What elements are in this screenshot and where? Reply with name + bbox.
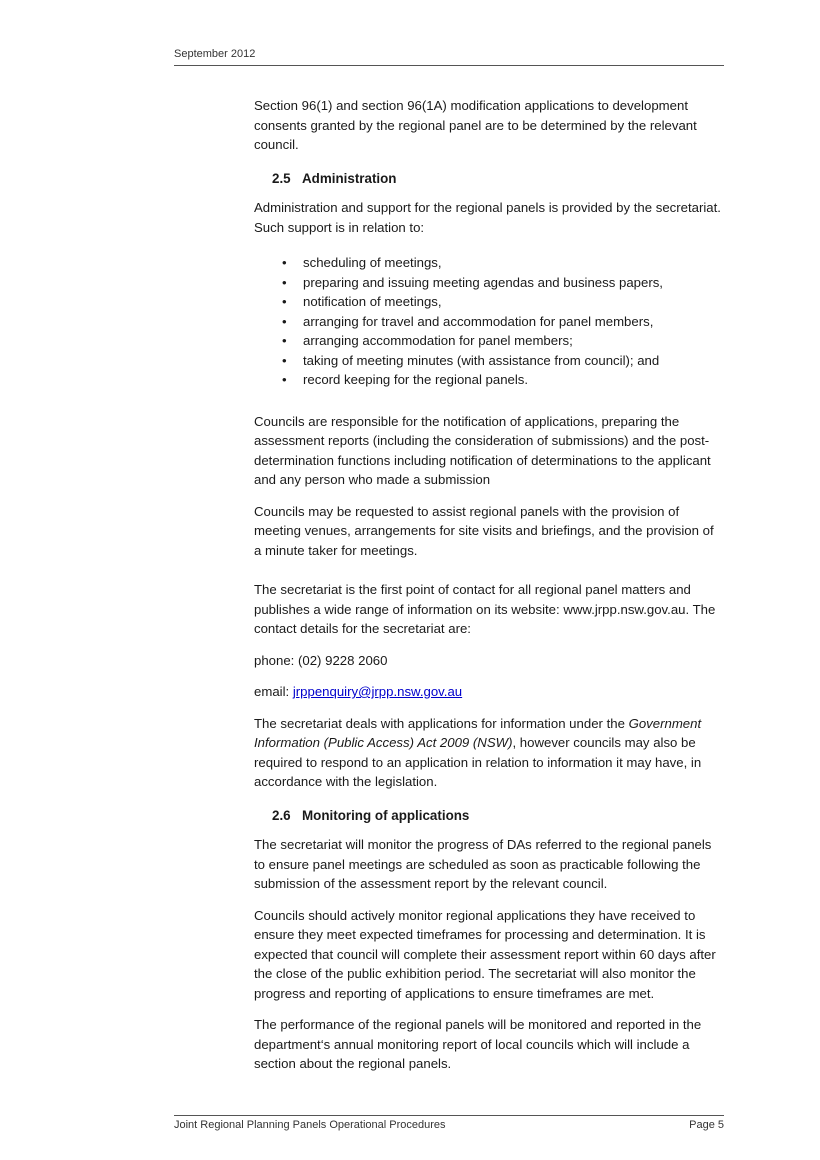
list-item: • notification of meetings, (254, 292, 724, 312)
section-number: 2.6 (272, 807, 291, 823)
list-item: • scheduling of meetings, (254, 253, 724, 273)
section-title: Monitoring of applications (302, 807, 470, 823)
paragraph: Councils are responsible for the notification of applications, preparing the assessment reports (including the consideration of submissions) and the post-determination functions including notification of determinations to the applicant and any person who made a submission (254, 413, 711, 487)
email-label: email: (254, 684, 293, 699)
page-header (174, 48, 724, 66)
paragraph: Councils should actively monitor regional applications they have received to ensure they meet expected timeframes for processing and determination. It is expected that council will complete their assessment report within 60 days after the close of the public exhibition period. The secretariat will also monitor the progress and reporting of applications to ensure timeframes are met. (254, 907, 716, 1001)
paragraph (254, 714, 724, 792)
section-number: 2.5 (272, 170, 291, 186)
email-link[interactable]: jrppenquiry@jrpp.nsw.gov.au (292, 684, 463, 699)
list-item: • arranging accommodation for panel members; (254, 331, 724, 351)
list-item: • arranging for travel and accommodation for panel members, (254, 312, 724, 332)
section-heading-2-6 (272, 806, 724, 826)
list-item: • preparing and issuing meeting agendas and business papers, (254, 273, 724, 293)
act-title: Government Information (Public Access) Act 2009 (NSW) (254, 715, 702, 750)
phone-line: phone: (02) 9228 2060 (254, 652, 388, 668)
page-footer (174, 1115, 724, 1131)
bullet-list (254, 253, 724, 390)
intro-paragraph: Section 96(1) and section 96(1A) modification applications to development consents granted by the regional panel are to be determined by the relevant council. (254, 98, 697, 152)
page-content (254, 96, 724, 1086)
list-item: • record keeping for the regional panels. (254, 370, 724, 390)
list-item: • taking of meeting minutes (with assistance from council); and (254, 351, 724, 371)
paragraph: Councils may be requested to assist regional panels with the provision of meeting venues, arrangements for site visits and briefings, and the provision of a minute taker for meetings. (254, 503, 714, 558)
text-span: , however councils may also be required to respond to an application in relation to information it may have, in accordance with the legislation. (254, 735, 702, 789)
section-title: Administration (302, 170, 397, 186)
footer-title: Joint Regional Planning Panels Operational Procedures (174, 1119, 446, 1131)
email-line (254, 682, 724, 702)
page-number: Page 5 (689, 1119, 724, 1131)
header-date: September 2012 (174, 48, 256, 60)
paragraph: The secretariat is the first point of contact for all regional panel matters and publishes a wide range of information on its website: www.jrpp.nsw.gov.au. The contact details for the secretariat are: (254, 582, 716, 636)
section-heading-2-5 (272, 169, 724, 189)
paragraph: The secretariat will monitor the progress of DAs referred to the regional panels to ensure panel meetings are scheduled as soon as practicable following the submission of the assessment report by the relevant council. (254, 837, 712, 891)
text-span: The secretariat deals with applications for information under the (254, 715, 629, 731)
paragraph: Administration and support for the regional panels is provided by the secretariat. Such support is in relation to: (254, 200, 721, 235)
paragraph: The performance of the regional panels will be monitored and reported in the department‘s annual monitoring report of local councils which will include a section about the regional panels. (254, 1017, 702, 1071)
